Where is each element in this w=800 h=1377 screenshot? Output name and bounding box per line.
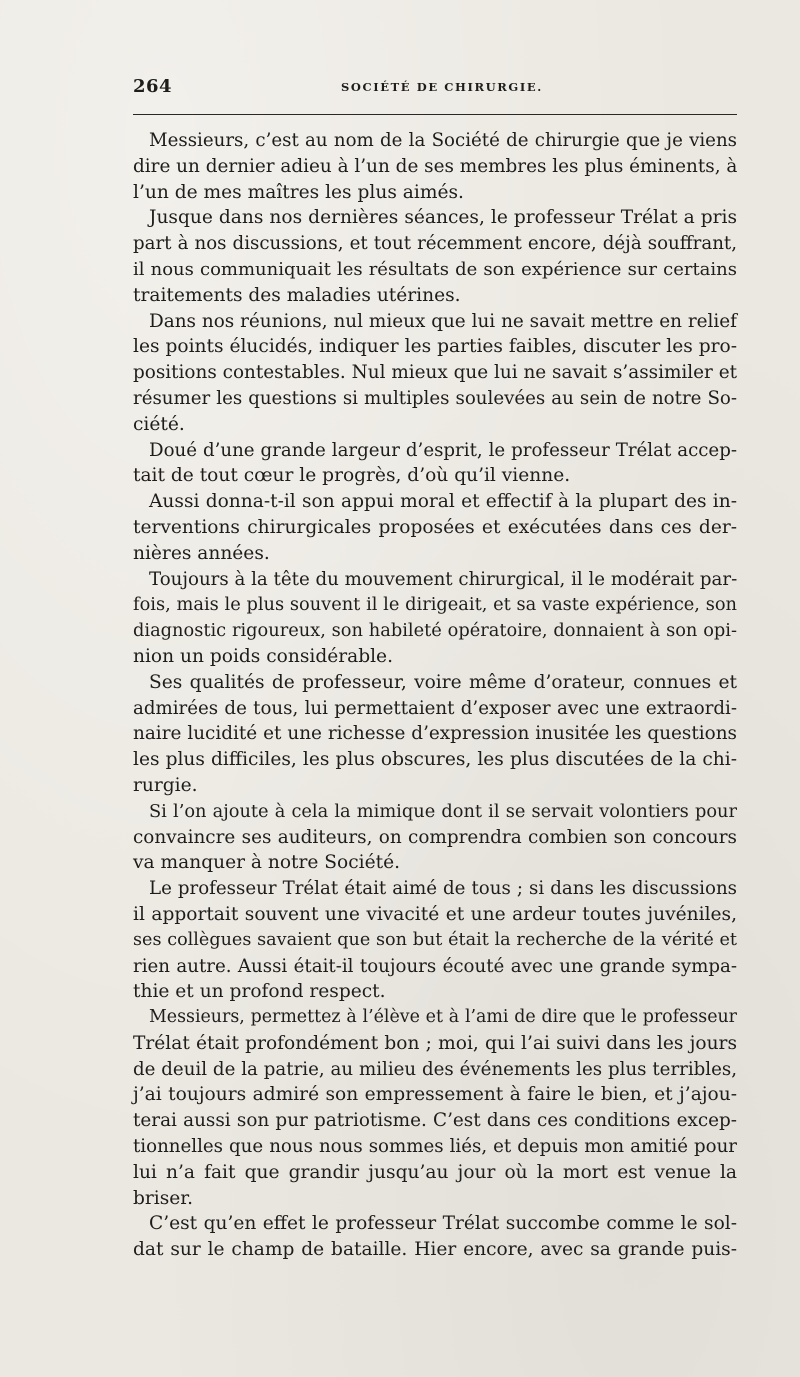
text-line: C’est qu’en effet le professeur Trélat succombe comme le sol- bbox=[149, 1213, 737, 1235]
text-line: Aussi donna-t-il son appui moral et effectif à la plupart des in- bbox=[149, 491, 737, 513]
text-line: dat sur le champ de bataille. Hier encore, avec sa grande puis- bbox=[133, 1239, 737, 1261]
text-line: rien autre. Aussi était-il toujours écouté avec une grande sympa- bbox=[133, 955, 737, 977]
text-line: nières années. bbox=[133, 542, 270, 564]
page-header bbox=[133, 76, 737, 102]
text-line: Messieurs, c’est au nom de la Société de chirurgie que je viens bbox=[149, 130, 737, 151]
text-line: traitements des maladies utérines. bbox=[133, 284, 461, 306]
text-line: nion un poids considérable. bbox=[133, 645, 393, 667]
text-line: convaincre ses auditeurs, on comprendra combien son concours bbox=[133, 826, 737, 848]
text-line: il apportait souvent une vivacité et une ardeur toutes juvéniles, bbox=[133, 903, 737, 925]
text-line: terventions chirurgicales proposées et exécutées dans ces der- bbox=[133, 516, 737, 538]
text-line: l’un de mes maîtres les plus aimés. bbox=[133, 181, 464, 203]
text-line: admirées de tous, lui permettaient d’exposer avec une extraordi- bbox=[133, 697, 737, 719]
header-rule bbox=[133, 114, 737, 115]
text-line: rurgie. bbox=[133, 774, 198, 796]
text-line: terai aussi son pur patriotisme. C’est dans ces conditions excep- bbox=[133, 1110, 737, 1132]
text-line: Trélat était profondément bon ; moi, qui l’ai suivi dans les jours bbox=[133, 1032, 737, 1054]
running-title: SOCIÉTÉ DE CHIRURGIE. bbox=[341, 80, 543, 94]
text-line: les plus difficiles, les plus obscures, les plus discutées de la chi- bbox=[133, 749, 737, 771]
text-line: thie et un profond respect. bbox=[133, 981, 386, 1003]
text-line: diagnostic rigoureux, son habileté opératoire, donnaient à son opi- bbox=[133, 620, 737, 642]
text-line: Messieurs, permettez à l’élève et à l’ami de dire que le professeur bbox=[149, 1007, 737, 1028]
page-number: 264 bbox=[133, 76, 173, 97]
text-line: Ses qualités de professeur, voire même d’orateur, connues et bbox=[149, 671, 737, 693]
text-line: dire un dernier adieu à l’un de ses membres les plus éminents, à bbox=[133, 155, 738, 177]
text-line: Toujours à la tête du mouvement chirurgical, il le modérait par- bbox=[149, 568, 738, 590]
text-line: de deuil de la patrie, au milieu des événements les plus terribles, bbox=[133, 1058, 737, 1080]
text-line: fois, mais le plus souvent il le dirigeait, et sa vaste expérience, son bbox=[133, 594, 737, 616]
text-line: résumer les questions si multiples soulevées au sein de notre So- bbox=[133, 387, 737, 409]
text-line: Dans nos réunions, nul mieux que lui ne savait mettre en relief bbox=[149, 310, 737, 332]
text-line: positions contestables. Nul mieux que lui ne savait s’assimiler et bbox=[133, 362, 737, 384]
text-line: Le professeur Trélat était aimé de tous ; si dans les discussions bbox=[149, 878, 737, 900]
text-line: les points élucidés, indiquer les parties faibles, discuter les pro- bbox=[133, 336, 737, 358]
text-line: va manquer à notre Société. bbox=[133, 852, 400, 874]
text-line: part à nos discussions, et tout récemment encore, déjà souffrant, bbox=[133, 233, 737, 255]
body-text bbox=[133, 128, 737, 1263]
text-line: lui n’a fait que grandir jusqu’au jour où la mort est venue la bbox=[133, 1161, 737, 1183]
text-line: Si l’on ajoute à cela la mimique dont il se servait volontiers pour bbox=[149, 800, 737, 822]
text-line: j’ai toujours admiré son empressement à faire le bien, et j’ajou- bbox=[133, 1084, 737, 1106]
text-line: tionnelles que nous nous sommes liés, et depuis mon amitié pour bbox=[133, 1136, 737, 1158]
text-line: il nous communiquait les résultats de son expérience sur certains bbox=[133, 258, 737, 280]
text-line: Doué d’une grande largeur d’esprit, le professeur Trélat accep- bbox=[149, 439, 737, 461]
text-line: briser. bbox=[133, 1187, 194, 1209]
text-line: Jusque dans nos dernières séances, le professeur Trélat a pris bbox=[149, 207, 737, 229]
text-line: ciété. bbox=[133, 413, 185, 435]
text-line: naire lucidité et une richesse d’expression inusitée les questions bbox=[133, 723, 737, 745]
text-line: tait de tout cœur le progrès, d’où qu’il vienne. bbox=[133, 465, 571, 487]
text-line: ses collègues savaient que son but était la recherche de la vérité et bbox=[133, 929, 737, 950]
